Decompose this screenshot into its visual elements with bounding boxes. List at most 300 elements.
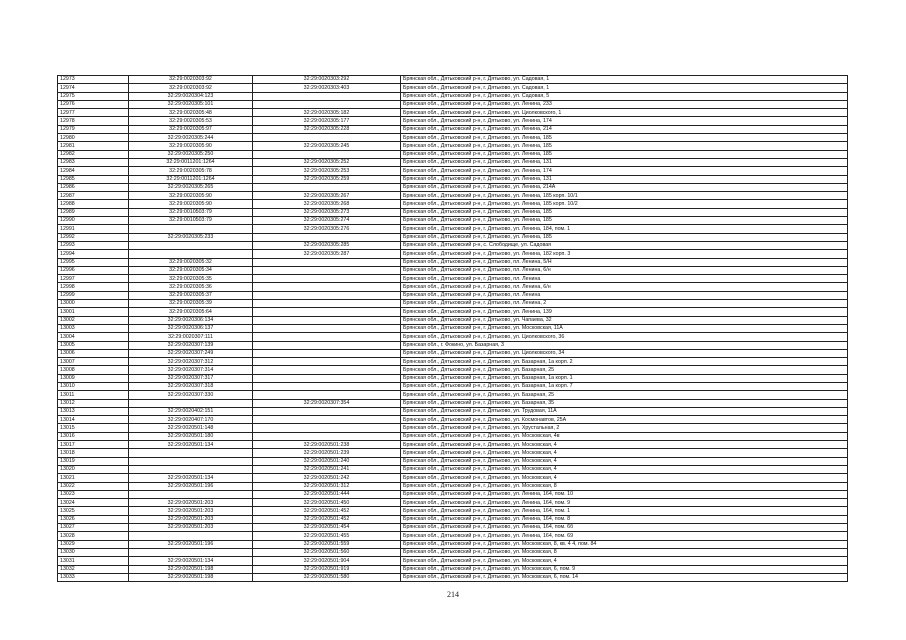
cadastral-number-cell: 32:29:0020305:90 [129, 142, 253, 150]
table-row [58, 391, 848, 399]
address-cell: Брянская обл., Дятьковский р-н, г. Дятьково, ул. Ленина, 164, пом. 9 [401, 499, 848, 507]
table-row [58, 449, 848, 457]
address-cell: Брянская обл., Дятьковский р-н, г. Дятьково, ул. Московская, 4 [401, 457, 848, 465]
cadastral-number-cell: 32:29:0020305:90 [129, 200, 253, 208]
row-number-cell: 13011 [58, 391, 129, 399]
row-number-cell: 12983 [58, 158, 129, 166]
cadastral-number-cell: 32:29:0020307:318 [129, 382, 253, 390]
address-cell: Брянская обл., Дятьковский р-н, г. Дятьково, ул. Ленина, 214 [401, 125, 848, 133]
table-row [58, 441, 848, 449]
row-number-cell: 12994 [58, 250, 129, 258]
cadastral-number-cell: 32:29:0020305:35 [129, 275, 253, 283]
address-cell: Брянская обл., Дятьковский р-н, г. Дятьково, ул. Ленина, 185 [401, 150, 848, 158]
object-cadastral-number-cell: 32:29:0020501:559 [253, 540, 401, 548]
cadastral-number-cell: 32:29:0020305:36 [129, 283, 253, 291]
address-cell: Брянская обл., Дятьковский р-н, г. Дятьково, ул. Циолковского, 36 [401, 333, 848, 341]
row-number-cell: 12987 [58, 192, 129, 200]
cadastral-number-cell: 32:29:0020305:97 [129, 125, 253, 133]
row-number-cell: 12998 [58, 283, 129, 291]
address-cell: Брянская обл., Дятьковский р-н, г. Дятьково, ул. Ленина, 185 [401, 217, 848, 225]
table-row [58, 374, 848, 382]
address-cell: Брянская обл., Дятьковский р-н, г. Дятьково, ул. Циолковского, 34 [401, 349, 848, 357]
object-cadastral-number-cell [253, 349, 401, 357]
row-number-cell: 13027 [58, 524, 129, 532]
cadastral-number-cell: 32:29:0020501:203 [129, 507, 253, 515]
cadastral-number-cell: 32:29:0010503:79 [129, 217, 253, 225]
cadastral-number-cell: 32:29:0020501:203 [129, 499, 253, 507]
address-cell: Брянская обл., Дятьковский р-н, г. Дятьково, ул. Московская, 4 [401, 449, 848, 457]
address-cell: Брянская обл., Дятьковский р-н, г. Дятьково, ул. Хрустальная, 2 [401, 424, 848, 432]
object-cadastral-number-cell [253, 266, 401, 274]
table-row [58, 150, 848, 158]
address-cell: Брянская обл., Дятьковский р-н, г. Дятьково, ул. Ленина, 164, пом. 6б [401, 524, 848, 532]
table-row [58, 158, 848, 166]
row-number-cell: 13003 [58, 324, 129, 332]
cadastral-number-cell [129, 250, 253, 258]
table-row [58, 308, 848, 316]
address-cell: Брянская обл., Дятьковский р-н, г. Дятьково, ул. Садовая, 1 [401, 84, 848, 92]
cadastral-number-cell [129, 465, 253, 473]
row-number-cell: 12978 [58, 117, 129, 125]
cadastral-number-cell: 32:29:0010503:79 [129, 208, 253, 216]
address-cell: Брянская обл., Дятьковский р-н, г. Дятьково, ул. Московская, 8 [401, 548, 848, 556]
object-cadastral-number-cell: 32:29:0020501:454 [253, 524, 401, 532]
address-cell: Брянская обл., Дятьковский р-н, г. Дятьково, ул. Ленина, 131 [401, 175, 848, 183]
table-row [58, 250, 848, 258]
row-number-cell: 12989 [58, 208, 129, 216]
row-number-cell: 12988 [58, 200, 129, 208]
row-number-cell: 13006 [58, 349, 129, 357]
cadastral-number-cell: 32:29:0020501:198 [129, 573, 253, 581]
table-row [58, 573, 848, 581]
table-row [58, 258, 848, 266]
table-row [58, 382, 848, 390]
row-number-cell: 12980 [58, 134, 129, 142]
table-row [58, 192, 848, 200]
object-cadastral-number-cell [253, 183, 401, 191]
cadastral-number-cell: 32:29:0020305:53 [129, 117, 253, 125]
object-cadastral-number-cell: 32:29:0020305:273 [253, 208, 401, 216]
object-cadastral-number-cell [253, 358, 401, 366]
table-row [58, 92, 848, 100]
cadastral-number-cell: 32:29:0020501:134 [129, 474, 253, 482]
cadastral-number-cell [129, 457, 253, 465]
table-row [58, 266, 848, 274]
address-cell: Брянская обл., Дятьковский р-н, г. Дятьково, ул. Базарная, 1а корп. 2 [401, 358, 848, 366]
row-number-cell: 13000 [58, 300, 129, 308]
row-number-cell: 13025 [58, 507, 129, 515]
row-number-cell: 13028 [58, 532, 129, 540]
row-number-cell: 13026 [58, 515, 129, 523]
address-cell: Брянская обл., Дятьковский р-н, г. Дятьково, ул. Ленина, 233 [401, 100, 848, 108]
object-cadastral-number-cell [253, 324, 401, 332]
row-number-cell: 12999 [58, 291, 129, 299]
object-cadastral-number-cell: 32:29:0020501:239 [253, 449, 401, 457]
cadastral-number-cell: 32:29:0020501:203 [129, 515, 253, 523]
table-row [58, 515, 848, 523]
table-row [58, 217, 848, 225]
registry-table [57, 75, 848, 582]
object-cadastral-number-cell: 32:29:0020501:919 [253, 565, 401, 573]
object-cadastral-number-cell [253, 316, 401, 324]
object-cadastral-number-cell [253, 424, 401, 432]
object-cadastral-number-cell [253, 382, 401, 390]
row-number-cell: 12975 [58, 92, 129, 100]
row-number-cell: 12976 [58, 100, 129, 108]
object-cadastral-number-cell: 32:29:0020303:403 [253, 84, 401, 92]
address-cell: Брянская обл., Дятьковский р-н, г. Дятьково, ул. Московская, 8, кв. 4 4, пом. 84 [401, 540, 848, 548]
address-cell: Брянская обл., Дятьковский р-н, г. Дятьково, ул. Ленина, 131 [401, 158, 848, 166]
table-row [58, 100, 848, 108]
cadastral-number-cell: 32:29:0020501:203 [129, 524, 253, 532]
cadastral-number-cell [129, 399, 253, 407]
address-cell: Брянская обл., Дятьковский р-н, г. Дятьково, ул. Ленина, 184, пом. 1 [401, 225, 848, 233]
cadastral-number-cell: 32:29:0020307:330 [129, 391, 253, 399]
table-row [58, 324, 848, 332]
object-cadastral-number-cell [253, 366, 401, 374]
cadastral-number-cell: 32:29:0020307:249 [129, 349, 253, 357]
row-number-cell: 13014 [58, 416, 129, 424]
object-cadastral-number-cell: 32:29:0020501:455 [253, 532, 401, 540]
table-row [58, 142, 848, 150]
object-cadastral-number-cell [253, 92, 401, 100]
row-number-cell: 12986 [58, 183, 129, 191]
address-cell: Брянская обл., Дятьковский р-н, г. Дятьково, ул. Ленина, 185 корп. 10/2 [401, 200, 848, 208]
row-number-cell: 12990 [58, 217, 129, 225]
object-cadastral-number-cell [253, 416, 401, 424]
cadastral-number-cell: 32:29:0020501:134 [129, 557, 253, 565]
cadastral-number-cell: 32:29:0020305:233 [129, 233, 253, 241]
row-number-cell: 13012 [58, 399, 129, 407]
table-row [58, 358, 848, 366]
cadastral-number-cell: 32:29:0020501:134 [129, 441, 253, 449]
object-cadastral-number-cell [253, 374, 401, 382]
address-cell: Брянская обл., Дятьковский р-н, г. Дятьково, ул. Московская, 4 [401, 557, 848, 565]
address-cell: Брянская обл., г. Фокино, ул. Базарная, 3 [401, 341, 848, 349]
table-row [58, 548, 848, 556]
object-cadastral-number-cell: 32:29:0020305:276 [253, 225, 401, 233]
row-number-cell: 13031 [58, 557, 129, 565]
table-row [58, 499, 848, 507]
row-number-cell: 12995 [58, 258, 129, 266]
address-cell: Брянская обл., Дятьковский р-н, г. Дятьково, ул. Московская, 4 [401, 465, 848, 473]
address-cell: Брянская обл., Дятьковский р-н, г. Дятьково, ул. Московская, 4в [401, 432, 848, 440]
row-number-cell: 12984 [58, 167, 129, 175]
object-cadastral-number-cell [253, 233, 401, 241]
cadastral-number-cell: 32:29:0020305:32 [129, 258, 253, 266]
object-cadastral-number-cell: 32:29:0020501:241 [253, 465, 401, 473]
cadastral-number-cell: 32:29:0020501:198 [129, 565, 253, 573]
cadastral-number-cell: 32:29:0020303:92 [129, 76, 253, 84]
object-cadastral-number-cell [253, 275, 401, 283]
row-number-cell: 13030 [58, 548, 129, 556]
cadastral-number-cell: 32:29:0020307:139 [129, 341, 253, 349]
row-number-cell: 13013 [58, 407, 129, 415]
object-cadastral-number-cell [253, 432, 401, 440]
address-cell: Брянская обл., Дятьковский р-н, г. Дятьково, ул. Базарная, 1а корп. 7 [401, 382, 848, 390]
cadastral-number-cell [129, 449, 253, 457]
address-cell: Брянская обл., Дятьковский р-н, г. Дятьково, ул. Ленина, 164, пом. 69 [401, 532, 848, 540]
address-cell: Брянская обл., Дятьковский р-н, г. Дятьково, ул. Ленина, 185 [401, 208, 848, 216]
object-cadastral-number-cell: 32:29:0020305:253 [253, 167, 401, 175]
table-row [58, 407, 848, 415]
address-cell: Брянская обл., Дятьковский р-н, г. Дятьково, пл. Ленина, 2 [401, 300, 848, 308]
object-cadastral-number-cell: 32:29:0020305:245 [253, 142, 401, 150]
object-cadastral-number-cell [253, 308, 401, 316]
object-cadastral-number-cell: 32:29:0020501:242 [253, 474, 401, 482]
table-row [58, 316, 848, 324]
table-row [58, 175, 848, 183]
row-number-cell: 13020 [58, 465, 129, 473]
address-cell: Брянская обл., Дятьковский р-н, г. Дятьково, пл. Ленина, 6/н [401, 266, 848, 274]
cadastral-number-cell: 32:29:0020305:90 [129, 192, 253, 200]
row-number-cell: 12997 [58, 275, 129, 283]
table-row [58, 134, 848, 142]
object-cadastral-number-cell [253, 100, 401, 108]
row-number-cell: 13021 [58, 474, 129, 482]
table-row [58, 233, 848, 241]
address-cell: Брянская обл., Дятьковский р-н, г. Дятьково, ул. Московская, 6, пом. 9 [401, 565, 848, 573]
row-number-cell: 13015 [58, 424, 129, 432]
row-number-cell: 12981 [58, 142, 129, 150]
address-cell: Брянская обл., Дятьковский р-н, г. Дятьково, ул. Ленина, 185 [401, 134, 848, 142]
table-row [58, 557, 848, 565]
table-row [58, 524, 848, 532]
address-cell: Брянская обл., Дятьковский р-н, г. Дятьково, ул. Московская, 6, пом. 14 [401, 573, 848, 581]
cadastral-number-cell: 32:29:0020402:151 [129, 407, 253, 415]
address-cell: Брянская обл., Дятьковский р-н, г. Дятьково, ул. Трудовая, 11А [401, 407, 848, 415]
table-row [58, 349, 848, 357]
address-cell: Брянская обл., Дятьковский р-н, г. Дятьково, ул. Космонавтов, 25А [401, 416, 848, 424]
cadastral-number-cell: 32:29:0020407:170 [129, 416, 253, 424]
object-cadastral-number-cell [253, 341, 401, 349]
cadastral-number-cell: 32:29:0020305:101 [129, 100, 253, 108]
row-number-cell: 12992 [58, 233, 129, 241]
table-row [58, 125, 848, 133]
row-number-cell: 12991 [58, 225, 129, 233]
object-cadastral-number-cell: 32:29:0020501:452 [253, 507, 401, 515]
row-number-cell: 13024 [58, 499, 129, 507]
table-row [58, 333, 848, 341]
cadastral-number-cell: 32:29:0020305:244 [129, 134, 253, 142]
cadastral-number-cell [129, 225, 253, 233]
address-cell: Брянская обл., Дятьковский р-н, г. Дятьково, ул. Ленина, 164, пом. 1 [401, 507, 848, 515]
cadastral-number-cell: 32:29:0020305:78 [129, 167, 253, 175]
table-row [58, 532, 848, 540]
address-cell: Брянская обл., Дятьковский р-н, г. Дятьково, ул. Базарная, 35 [401, 399, 848, 407]
object-cadastral-number-cell [253, 300, 401, 308]
cadastral-number-cell: 32:29:0020307:314 [129, 366, 253, 374]
row-number-cell: 12993 [58, 241, 129, 249]
table-row [58, 490, 848, 498]
table-row [58, 208, 848, 216]
row-number-cell: 13002 [58, 316, 129, 324]
address-cell: Брянская обл., Дятьковский р-н, г. Дятьково, ул. Ленина, 185 [401, 233, 848, 241]
cadastral-number-cell [129, 532, 253, 540]
table-row [58, 200, 848, 208]
row-number-cell: 12974 [58, 84, 129, 92]
table-row [58, 424, 848, 432]
object-cadastral-number-cell: 32:29:0020501:444 [253, 490, 401, 498]
row-number-cell: 12996 [58, 266, 129, 274]
table-row [58, 109, 848, 117]
registry-table-body [58, 76, 848, 582]
cadastral-number-cell: 32:29:0020501:196 [129, 540, 253, 548]
object-cadastral-number-cell [253, 283, 401, 291]
cadastral-number-cell: 32:29:0020307:111 [129, 333, 253, 341]
row-number-cell: 13032 [58, 565, 129, 573]
table-row [58, 366, 848, 374]
object-cadastral-number-cell: 32:29:0020305:285 [253, 241, 401, 249]
object-cadastral-number-cell: 32:29:0020307:354 [253, 399, 401, 407]
row-number-cell: 13018 [58, 449, 129, 457]
table-row [58, 432, 848, 440]
table-row [58, 241, 848, 249]
cadastral-number-cell [129, 241, 253, 249]
row-number-cell: 13022 [58, 482, 129, 490]
address-cell: Брянская обл., Дятьковский р-н, г. Дятьково, ул. Ленина, 214А [401, 183, 848, 191]
cadastral-number-cell [129, 490, 253, 498]
object-cadastral-number-cell [253, 333, 401, 341]
object-cadastral-number-cell: 32:29:0020501:450 [253, 499, 401, 507]
object-cadastral-number-cell: 32:29:0020305:267 [253, 192, 401, 200]
address-cell: Брянская обл., Дятьковский р-н, г. Дятьково, пл. Ленина, 5/Н [401, 258, 848, 266]
address-cell: Брянская обл., Дятьковский р-н, г. Дятьково, ул. Базарная, 25 [401, 391, 848, 399]
table-row [58, 183, 848, 191]
table-row [58, 167, 848, 175]
object-cadastral-number-cell: 32:29:0020501:560 [253, 548, 401, 556]
object-cadastral-number-cell: 32:29:0020501:452 [253, 515, 401, 523]
cadastral-number-cell: 32:29:0020305:265 [129, 183, 253, 191]
address-cell: Брянская обл., Дятьковский р-н, г. Дятьково, ул. Московская, 8 [401, 482, 848, 490]
object-cadastral-number-cell: 32:29:0020305:268 [253, 200, 401, 208]
object-cadastral-number-cell: 32:29:0020501:238 [253, 441, 401, 449]
table-row [58, 76, 848, 84]
row-number-cell: 12973 [58, 76, 129, 84]
address-cell: Брянская обл., Дятьковский р-н, г. Дятьково, ул. Садовая, 5 [401, 92, 848, 100]
table-row [58, 300, 848, 308]
table-row [58, 275, 848, 283]
address-cell: Брянская обл., Дятьковский р-н, г. Дятьково, ул. Московская, 11А [401, 324, 848, 332]
cadastral-number-cell: 32:29:0020305:48 [129, 109, 253, 117]
object-cadastral-number-cell [253, 134, 401, 142]
object-cadastral-number-cell: 32:29:0020305:274 [253, 217, 401, 225]
row-number-cell: 13017 [58, 441, 129, 449]
row-number-cell: 13016 [58, 432, 129, 440]
object-cadastral-number-cell: 32:29:0020303:292 [253, 76, 401, 84]
row-number-cell: 13033 [58, 573, 129, 581]
cadastral-number-cell: 32:29:0011201:1264 [129, 175, 253, 183]
object-cadastral-number-cell: 32:29:0020501:240 [253, 457, 401, 465]
object-cadastral-number-cell [253, 407, 401, 415]
cadastral-number-cell: 32:29:0020305:64 [129, 308, 253, 316]
address-cell: Брянская обл., Дятьковский р-н, г. Дятьково, ул. Ленина, 182 корп. 3 [401, 250, 848, 258]
cadastral-number-cell: 32:29:0020501:180 [129, 432, 253, 440]
cadastral-number-cell: 32:29:0020501:196 [129, 482, 253, 490]
object-cadastral-number-cell: 32:29:0020305:287 [253, 250, 401, 258]
row-number-cell: 13001 [58, 308, 129, 316]
row-number-cell: 13029 [58, 540, 129, 548]
table-row [58, 399, 848, 407]
table-row [58, 465, 848, 473]
object-cadastral-number-cell: 32:29:0020305:252 [253, 158, 401, 166]
object-cadastral-number-cell: 32:29:0020305:259 [253, 175, 401, 183]
row-number-cell: 13010 [58, 382, 129, 390]
object-cadastral-number-cell [253, 150, 401, 158]
cadastral-number-cell: 32:29:0020305:37 [129, 291, 253, 299]
address-cell: Брянская обл., Дятьковский р-н, г. Дятьково, пл. Ленина [401, 275, 848, 283]
row-number-cell: 12985 [58, 175, 129, 183]
object-cadastral-number-cell: 32:29:0020305:228 [253, 125, 401, 133]
cadastral-number-cell: 32:29:0020306:137 [129, 324, 253, 332]
object-cadastral-number-cell: 32:29:0020501:580 [253, 573, 401, 581]
object-cadastral-number-cell: 32:29:0020501:904 [253, 557, 401, 565]
row-number-cell: 12982 [58, 150, 129, 158]
cadastral-number-cell: 32:29:0020307:317 [129, 374, 253, 382]
row-number-cell: 13023 [58, 490, 129, 498]
cadastral-number-cell: 32:29:0020305:250 [129, 150, 253, 158]
table-row [58, 416, 848, 424]
address-cell: Брянская обл., Дятьковский р-н, г. Дятьково, ул. Ленина, 185 корп. 10/1 [401, 192, 848, 200]
object-cadastral-number-cell [253, 258, 401, 266]
address-cell: Брянская обл., Дятьковский р-н, г. Дятьково, ул. Ленина, 164, пом. 8 [401, 515, 848, 523]
row-number-cell: 13019 [58, 457, 129, 465]
object-cadastral-number-cell [253, 291, 401, 299]
cadastral-number-cell: 32:29:0020303:92 [129, 84, 253, 92]
row-number-cell: 12979 [58, 125, 129, 133]
row-number-cell: 13004 [58, 333, 129, 341]
address-cell: Брянская обл., Дятьковский р-н, г. Дятьково, ул. Ленина, 164, пом. 10 [401, 490, 848, 498]
address-cell: Брянская обл., Дятьковский р-н, г. Дятьково, пл. Ленина [401, 291, 848, 299]
cadastral-number-cell: 32:29:0011201:1264 [129, 158, 253, 166]
row-number-cell: 13007 [58, 358, 129, 366]
table-row [58, 291, 848, 299]
table-row [58, 225, 848, 233]
object-cadastral-number-cell: 32:29:0020305:182 [253, 109, 401, 117]
address-cell: Брянская обл., Дятьковский р-н, г. Дятьково, ул. Базарная, 25 [401, 366, 848, 374]
address-cell: Брянская обл., Дятьковский р-н, г. Дятьково, ул. Ленина, 174 [401, 167, 848, 175]
table-row [58, 507, 848, 515]
table-row [58, 341, 848, 349]
page-number: 214 [447, 590, 459, 599]
table-row [58, 540, 848, 548]
table-row [58, 482, 848, 490]
address-cell: Брянская обл., Дятьковский р-н, г. Дятьково, ул. Московская, 4 [401, 441, 848, 449]
table-row [58, 565, 848, 573]
row-number-cell: 12977 [58, 109, 129, 117]
row-number-cell: 13005 [58, 341, 129, 349]
address-cell: Брянская обл., Дятьковский р-н, г. Дятьково, ул. Ленина, 174 [401, 117, 848, 125]
cadastral-number-cell: 32:29:0020305:34 [129, 266, 253, 274]
address-cell: Брянская обл., Дятьковский р-н, г. Дятьково, ул. Ленина, 139 [401, 308, 848, 316]
row-number-cell: 13009 [58, 374, 129, 382]
cadastral-number-cell: 32:29:0020305:39 [129, 300, 253, 308]
address-cell: Брянская обл., Дятьковский р-н, с. Слободище, ул. Садовая [401, 241, 848, 249]
address-cell: Брянская обл., Дятьковский р-н, г. Дятьково, ул. Ленина, 185 [401, 142, 848, 150]
table-row [58, 474, 848, 482]
object-cadastral-number-cell [253, 391, 401, 399]
cadastral-number-cell: 32:29:0020306:134 [129, 316, 253, 324]
table-row [58, 84, 848, 92]
object-cadastral-number-cell: 32:29:0020501:312 [253, 482, 401, 490]
cadastral-number-cell: 32:29:0020307:312 [129, 358, 253, 366]
address-cell: Брянская обл., Дятьковский р-н, г. Дятьково, пл. Ленина, 6/н [401, 283, 848, 291]
address-cell: Брянская обл., Дятьковский р-н, г. Дятьково, ул. Чапаева, 32 [401, 316, 848, 324]
address-cell: Брянская обл., Дятьковский р-н, г. Дятьково, ул. Московская, 4 [401, 474, 848, 482]
table-row [58, 283, 848, 291]
row-number-cell: 13008 [58, 366, 129, 374]
cadastral-number-cell: 32:29:0020304:123 [129, 92, 253, 100]
